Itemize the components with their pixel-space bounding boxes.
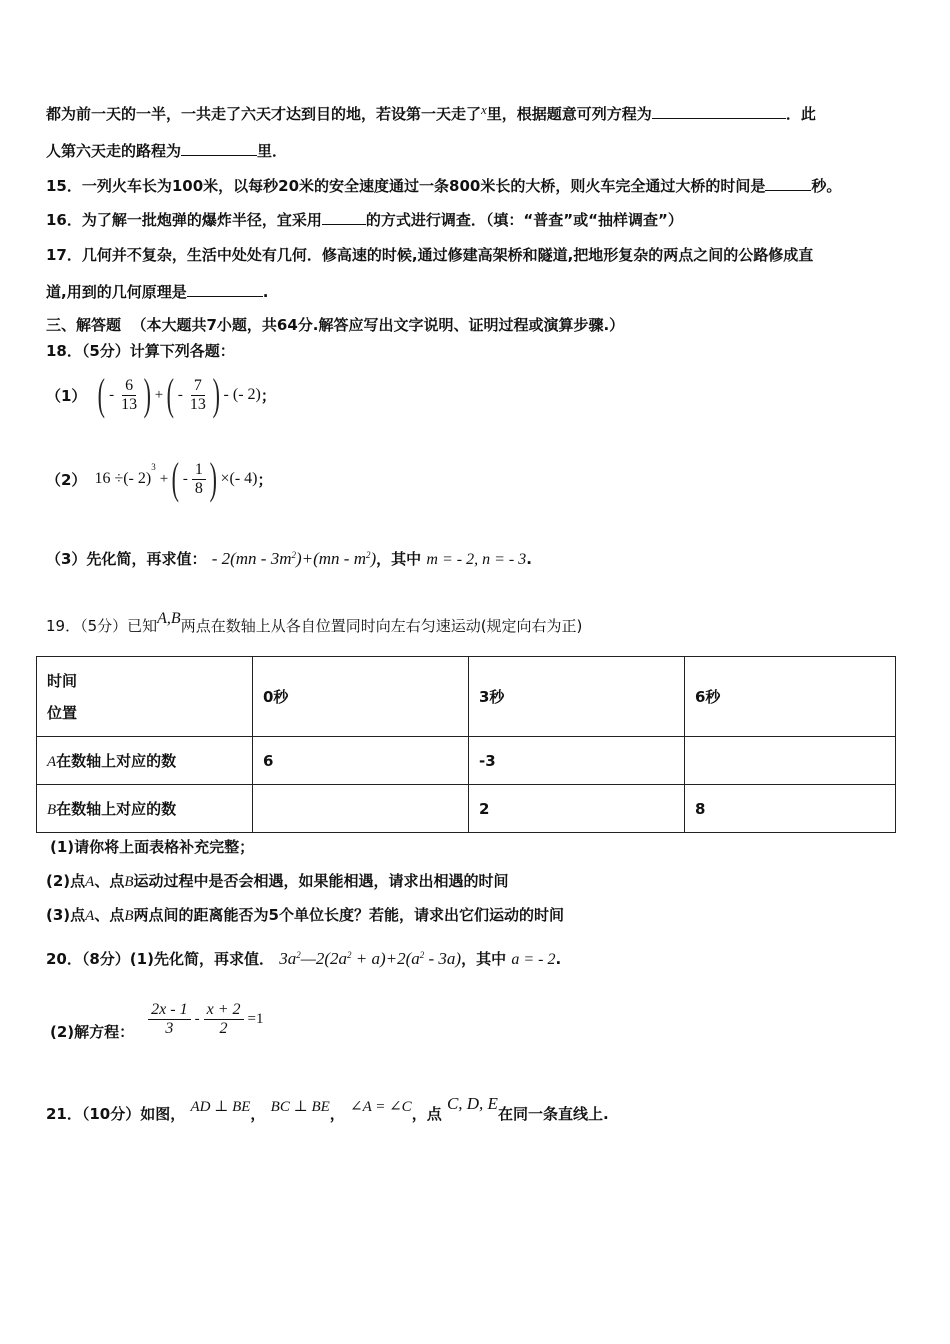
q19-sub2: (2)点A、点B运动过程中是否会相遇，如果能相遇，请求出相遇的时间 bbox=[46, 872, 509, 890]
column-header: 3秒 bbox=[469, 657, 685, 737]
motion-table bbox=[36, 656, 896, 833]
q20-part1: 20．（8分）(1)先化简，再求值． $3a^2—2(2a^2 + a)+2(a^2 - 3a)$，其中 a = - 2. bbox=[46, 949, 562, 968]
q18-title: 18．（5分）计算下列各题： bbox=[46, 342, 235, 360]
q20-part2: (2)解方程： $\frac{2x - 1}{3}$ - $\frac{x + 2}{2}$ =1 bbox=[50, 1000, 264, 1041]
q17-line1: 17．几何并不复杂，生活中处处有几何．修高速的时候,通过修建高架桥和隧道,把地形复杂的两点之间的公路修成直 bbox=[46, 246, 814, 264]
section-heading: 三、解答题 （本大题共7小题，共64分.解答应写出文字说明、证明过程或演算步骤.） bbox=[46, 316, 625, 334]
table-cell[interactable] bbox=[685, 737, 896, 785]
fraction: $\frac{6}{13}$ bbox=[121, 376, 138, 413]
answer-blank[interactable] bbox=[652, 104, 786, 119]
answer-blank[interactable] bbox=[181, 141, 257, 156]
q19-sub1: (1)请你将上面表格补充完整； bbox=[50, 838, 255, 856]
table-row bbox=[37, 737, 896, 785]
column-header: 0秒 bbox=[253, 657, 469, 737]
q18-part3: （3）先化简，再求值： - $2(mn - 3m^2)+(mn - m^2)$，其中 m = - 2, n = - 3. bbox=[46, 549, 532, 568]
table-cell[interactable]: -3 bbox=[469, 737, 685, 785]
q15: 15．一列火车长为100米，以每秒20米的安全速度通过一条800米长的大桥，则火车完全通过大桥的时间是 秒。 bbox=[46, 177, 842, 195]
var-x: x bbox=[481, 102, 487, 117]
q17-line2: 道,用到的几何原理是 . bbox=[46, 283, 269, 301]
answer-blank[interactable] bbox=[765, 176, 811, 191]
row-header: A在数轴上对应的数 bbox=[37, 737, 253, 785]
q18-part2: （2） 16 ÷(- 2) 3 + ( - $\frac{1}{8}$ ) ×(- 4) ； bbox=[46, 454, 273, 503]
table-row bbox=[37, 785, 896, 833]
q19-title: 19．（5分）已知A,B两点在数轴上从各自位置同时向左右匀速运动(规定向右为正) bbox=[46, 610, 583, 635]
q21: 21．（10分）如图， AD ⊥ BE， BC ⊥ BE， ∠A = ∠C，点 C, D, E在同一条直线上. bbox=[46, 1094, 609, 1123]
fraction: $\frac{7}{13}$ bbox=[189, 376, 206, 413]
answer-blank[interactable] bbox=[187, 282, 263, 297]
q14-line2: 人第六天走的路程为 里． bbox=[46, 142, 288, 160]
q16: 16．为了解一批炮弹的爆炸半径，宜采用 的方式进行调查．（填：“普查”或“抽样调查”） bbox=[46, 211, 683, 229]
fraction: $\frac{2x - 1}{3}$ bbox=[148, 1001, 190, 1038]
answer-blank[interactable] bbox=[322, 210, 366, 225]
fraction: $\frac{1}{8}$ bbox=[192, 461, 206, 498]
table-cell[interactable] bbox=[253, 785, 469, 833]
fraction: $\frac{x + 2}{2}$ bbox=[204, 1001, 244, 1038]
q19-sub3: (3)点A、点B两点间的距离能否为5个单位长度？若能，请求出它们运动的时间 bbox=[46, 906, 564, 924]
table-cell[interactable]: 6 bbox=[253, 737, 469, 785]
q18-part1: （1） ( - $\frac{6}{13}$ ) + ( - $\frac{7}{13}$ ) - (- 2) ； bbox=[46, 370, 276, 419]
table-cell[interactable]: 8 bbox=[685, 785, 896, 833]
header-cell: 时间 位置 bbox=[37, 657, 253, 737]
q14-line1: 都为前一天的一半，一共走了六天才达到目的地，若设第一天走了x里，根据题意可列方程为 ．此 bbox=[46, 102, 816, 123]
row-header: B在数轴上对应的数 bbox=[37, 785, 253, 833]
column-header: 6秒 bbox=[685, 657, 896, 737]
table-header-row bbox=[37, 657, 896, 737]
table-cell[interactable]: 2 bbox=[469, 785, 685, 833]
